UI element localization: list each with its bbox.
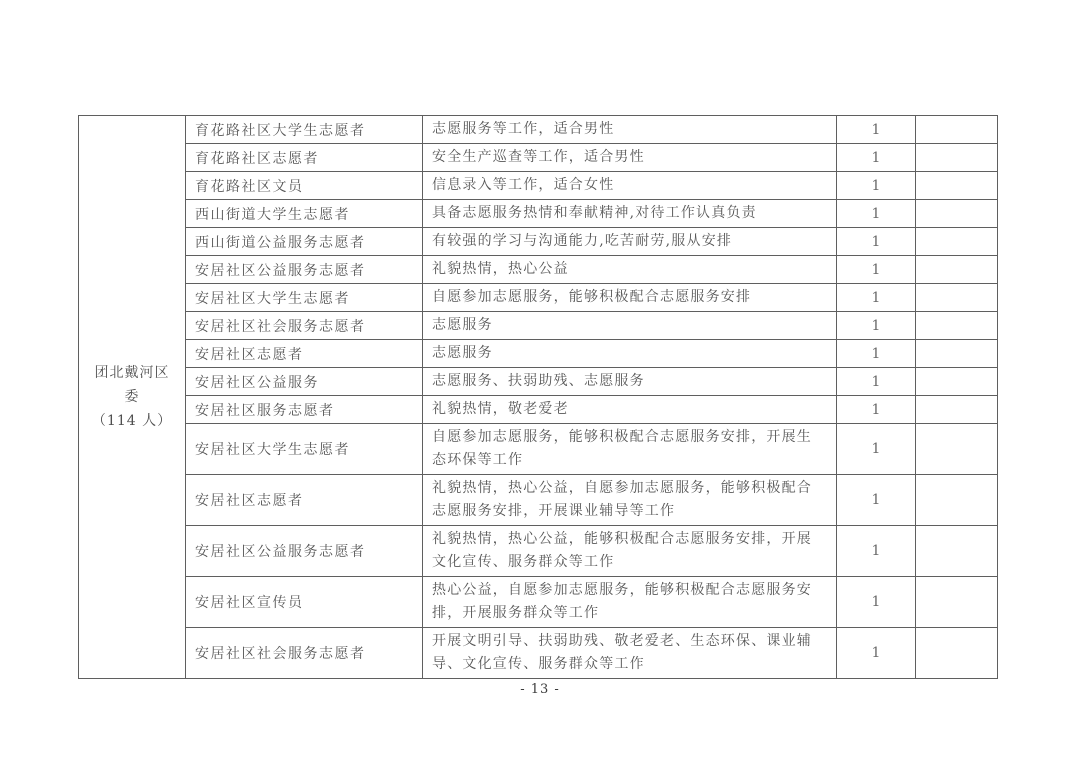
table-row [79,526,998,577]
table-row [79,424,998,475]
requirement-cell: 志愿服务 [423,312,837,340]
count-cell: 1 [837,628,916,679]
page-number: - 13 - [520,682,560,697]
note-cell [916,200,998,228]
assignment-table [78,115,998,679]
table-row [79,116,998,144]
position-cell: 育花路社区志愿者 [186,144,423,172]
position-cell: 安居社区公益服务 [186,368,423,396]
count-cell: 1 [837,475,916,526]
requirement-cell: 自愿参加志愿服务，能够积极配合志愿服务安排，开展生态环保等工作 [423,424,837,475]
count-cell: 1 [837,396,916,424]
table-row [79,172,998,200]
position-cell: 安居社区社会服务志愿者 [186,628,423,679]
table-row [79,368,998,396]
count-cell: 1 [837,228,916,256]
table-row [79,340,998,368]
requirement-cell: 具备志愿服务热情和奉献精神,对待工作认真负责 [423,200,837,228]
table-row [79,284,998,312]
requirement-cell: 礼貌热情，热心公益，能够积极配合志愿服务安排，开展文化宣传、服务群众等工作 [423,526,837,577]
position-cell: 育花路社区大学生志愿者 [186,116,423,144]
note-cell [916,144,998,172]
count-cell: 1 [837,284,916,312]
table-row [79,256,998,284]
org-count: （114 人） [91,413,173,429]
requirement-cell: 开展文明引导、扶弱助残、敬老爱老、生态环保、课业辅导、文化宣传、服务群众等工作 [423,628,837,679]
note-cell [916,526,998,577]
note-cell [916,475,998,526]
requirement-cell: 有较强的学习与沟通能力,吃苦耐劳,服从安排 [423,228,837,256]
requirement-cell: 礼貌热情，热心公益，自愿参加志愿服务，能够积极配合志愿服务安排，开展课业辅导等工作 [423,475,837,526]
note-cell [916,628,998,679]
note-cell [916,396,998,424]
requirement-cell: 热心公益，自愿参加志愿服务，能够积极配合志愿服务安排，开展服务群众等工作 [423,577,837,628]
requirement-cell: 安全生产巡查等工作，适合男性 [423,144,837,172]
count-cell: 1 [837,368,916,396]
count-cell: 1 [837,144,916,172]
requirement-cell: 志愿服务等工作，适合男性 [423,116,837,144]
count-cell: 1 [837,256,916,284]
position-cell: 安居社区志愿者 [186,340,423,368]
position-cell: 西山街道公益服务志愿者 [186,228,423,256]
table-row [79,396,998,424]
note-cell [916,284,998,312]
position-cell: 安居社区社会服务志愿者 [186,312,423,340]
note-cell [916,312,998,340]
table-row [79,628,998,679]
count-cell: 1 [837,340,916,368]
note-cell [916,172,998,200]
position-cell: 安居社区志愿者 [186,475,423,526]
requirement-cell: 礼貌热情，敬老爱老 [423,396,837,424]
table-row [79,312,998,340]
note-cell [916,577,998,628]
count-cell: 1 [837,200,916,228]
note-cell [916,116,998,144]
position-cell: 安居社区服务志愿者 [186,396,423,424]
table-row [79,577,998,628]
requirement-cell: 志愿服务 [423,340,837,368]
note-cell [916,340,998,368]
position-cell: 育花路社区文员 [186,172,423,200]
count-cell: 1 [837,116,916,144]
note-cell [916,256,998,284]
position-cell: 安居社区大学生志愿者 [186,424,423,475]
org-name: 团北戴河区委 [94,365,170,405]
table-row [79,475,998,526]
count-cell: 1 [837,312,916,340]
table-row [79,144,998,172]
requirement-cell: 志愿服务、扶弱助残、志愿服务 [423,368,837,396]
table-row [79,200,998,228]
position-cell: 安居社区大学生志愿者 [186,284,423,312]
requirement-cell: 自愿参加志愿服务，能够积极配合志愿服务安排 [423,284,837,312]
position-cell: 西山街道大学生志愿者 [186,200,423,228]
note-cell [916,368,998,396]
note-cell [916,228,998,256]
table-row [79,228,998,256]
position-cell: 安居社区公益服务志愿者 [186,526,423,577]
requirement-cell: 礼貌热情，热心公益 [423,256,837,284]
count-cell: 1 [837,424,916,475]
position-cell: 安居社区公益服务志愿者 [186,256,423,284]
requirement-cell: 信息录入等工作，适合女性 [423,172,837,200]
position-cell: 安居社区宣传员 [186,577,423,628]
count-cell: 1 [837,577,916,628]
note-cell [916,424,998,475]
count-cell: 1 [837,526,916,577]
org-group-cell [79,116,186,679]
count-cell: 1 [837,172,916,200]
